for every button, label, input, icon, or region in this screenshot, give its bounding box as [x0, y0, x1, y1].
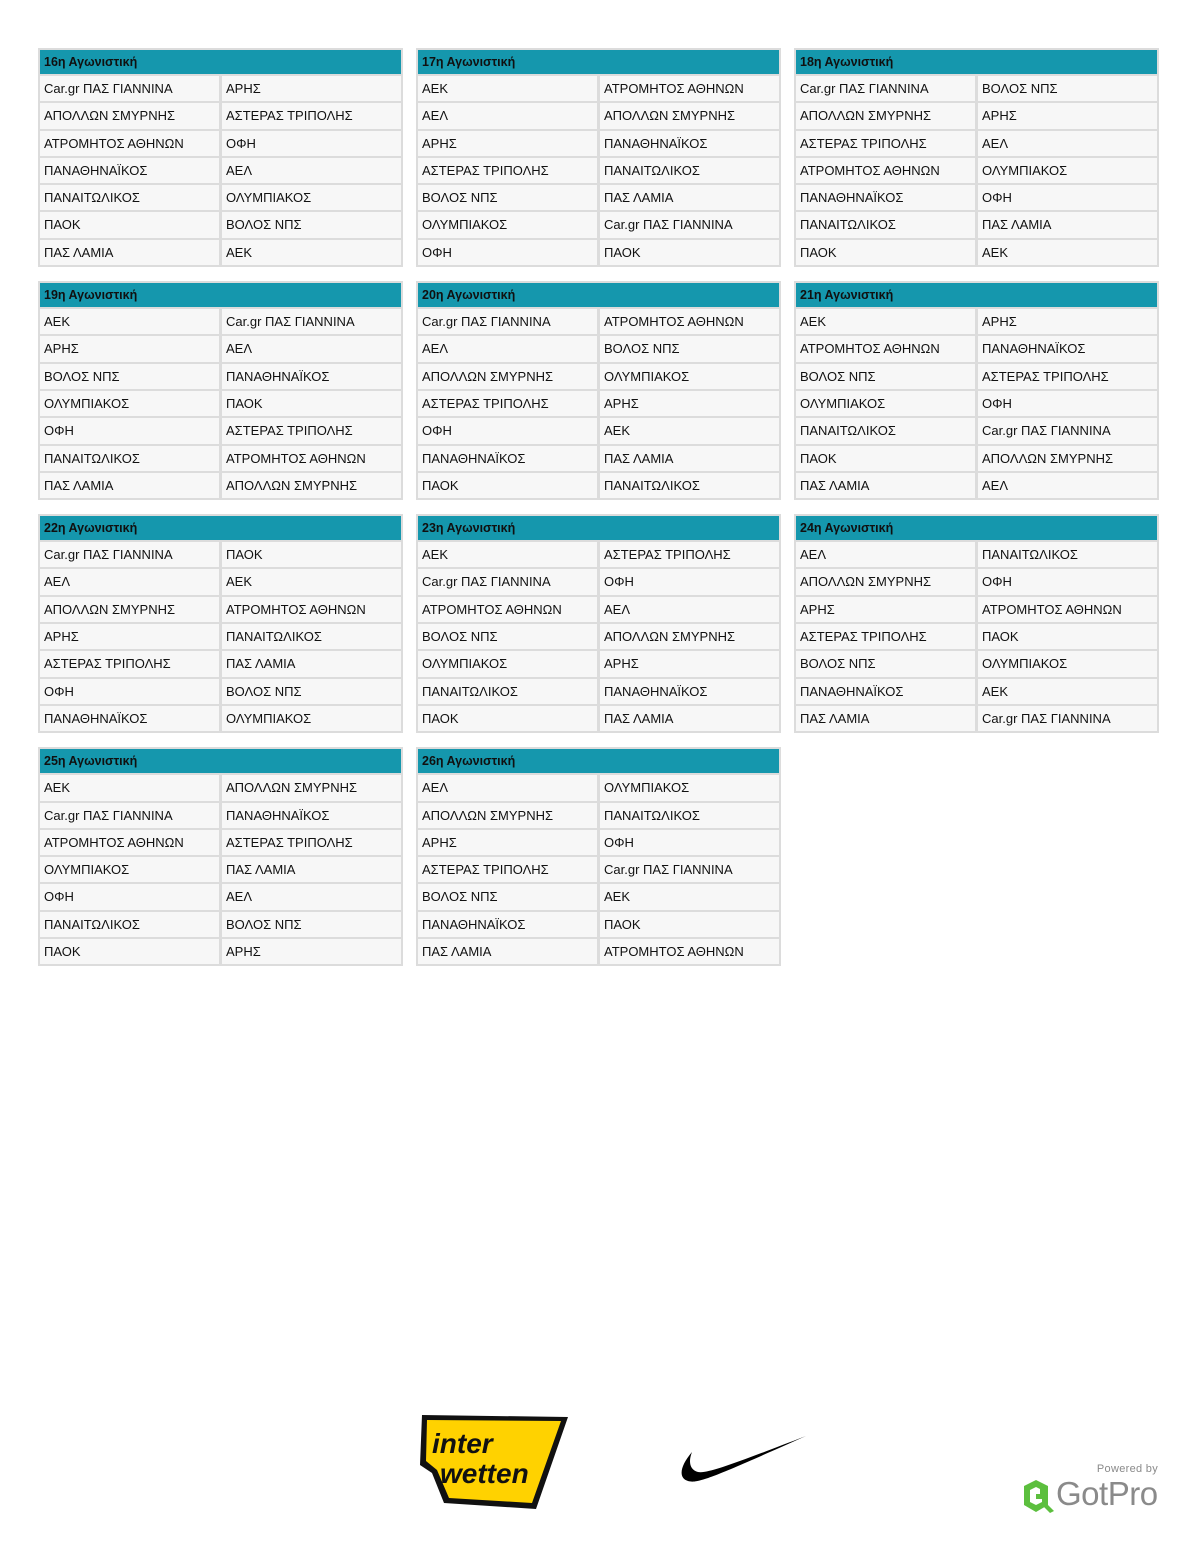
nike-swoosh-icon: [678, 1432, 808, 1488]
match-row: [40, 212, 401, 237]
away-team: ΠΑΣ ΛΑΜΙΑ: [600, 185, 779, 210]
match-row: [40, 775, 401, 800]
away-team: ΠΑΣ ΛΑΜΙΑ: [222, 857, 401, 882]
away-team: ΑΡΗΣ: [222, 939, 401, 964]
round-table: [416, 48, 781, 267]
home-team: ΒΟΛΟΣ ΝΠΣ: [40, 364, 219, 389]
away-team: ΟΦΗ: [600, 569, 779, 594]
home-team: ΑΠΟΛΛΩΝ ΣΜΥΡΝΗΣ: [40, 597, 219, 622]
round-title: 25η Αγωνιστική: [40, 749, 401, 773]
match-row: [796, 679, 1157, 704]
home-team: ΑΡΗΣ: [418, 131, 597, 156]
away-team: ΑΠΟΛΛΩΝ ΣΜΥΡΝΗΣ: [600, 103, 779, 128]
away-team: ΠΑΝΑΙΤΩΛΙΚΟΣ: [978, 542, 1157, 567]
away-team: ΠΑΟΚ: [978, 624, 1157, 649]
away-team: ΠΑΝΑΙΤΩΛΙΚΟΣ: [600, 803, 779, 828]
match-row: [418, 418, 779, 443]
round-title: 16η Αγωνιστική: [40, 50, 401, 74]
round-title: 20η Αγωνιστική: [418, 283, 779, 307]
home-team: ΠΑΟΚ: [418, 473, 597, 498]
match-row: [418, 679, 779, 704]
match-row: [796, 542, 1157, 567]
home-team: ΠΑΟΚ: [40, 212, 219, 237]
home-team: ΠΑΟΚ: [40, 939, 219, 964]
away-team: ΟΛΥΜΠΙΑΚΟΣ: [978, 158, 1157, 183]
home-team: ΑΤΡΟΜΗΤΟΣ ΑΘΗΝΩΝ: [418, 597, 597, 622]
home-team: ΒΟΛΟΣ ΝΠΣ: [418, 884, 597, 909]
match-row: [418, 240, 779, 265]
home-team: ΑΣΤΕΡΑΣ ΤΡΙΠΟΛΗΣ: [418, 857, 597, 882]
away-team: ΑΡΗΣ: [978, 309, 1157, 334]
match-row: [40, 240, 401, 265]
match-row: [40, 364, 401, 389]
away-team: ΒΟΛΟΣ ΝΠΣ: [600, 336, 779, 361]
away-team: ΑΕΛ: [978, 131, 1157, 156]
home-team: ΑΕΛ: [40, 569, 219, 594]
home-team: ΑΤΡΟΜΗΤΟΣ ΑΘΗΝΩΝ: [40, 830, 219, 855]
home-team: ΠΑΝΑΘΗΝΑΪΚΟΣ: [796, 679, 975, 704]
home-team: ΑΣΤΕΡΑΣ ΤΡΙΠΟΛΗΣ: [796, 131, 975, 156]
home-team: ΠΑΝΑΘΗΝΑΪΚΟΣ: [796, 185, 975, 210]
away-team: ΑΣΤΕΡΑΣ ΤΡΙΠΟΛΗΣ: [222, 103, 401, 128]
home-team: ΠΑΟΚ: [796, 240, 975, 265]
round-title: 19η Αγωνιστική: [40, 283, 401, 307]
away-team: ΠΑΝΑΘΗΝΑΪΚΟΣ: [222, 364, 401, 389]
round-title: 18η Αγωνιστική: [796, 50, 1157, 74]
away-team: ΑΠΟΛΛΩΝ ΣΜΥΡΝΗΣ: [600, 624, 779, 649]
match-row: [418, 309, 779, 334]
away-team: ΠΑΝΑΘΗΝΑΪΚΟΣ: [600, 679, 779, 704]
away-team: ΑΡΗΣ: [978, 103, 1157, 128]
match-row: [796, 364, 1157, 389]
round-table: [416, 747, 781, 966]
home-team: ΑΣΤΕΡΑΣ ΤΡΙΠΟΛΗΣ: [40, 651, 219, 676]
match-row: [418, 597, 779, 622]
round-title: 22η Αγωνιστική: [40, 516, 401, 540]
home-team: ΠΑΝΑΙΤΩΛΙΚΟΣ: [796, 212, 975, 237]
gotpro-icon: [1018, 1478, 1056, 1514]
away-team: ΑΕΚ: [978, 240, 1157, 265]
home-team: ΑΡΗΣ: [418, 830, 597, 855]
round-table: [794, 514, 1159, 733]
match-row: [796, 473, 1157, 498]
home-team: ΑΠΟΛΛΩΝ ΣΜΥΡΝΗΣ: [40, 103, 219, 128]
away-team: ΑΡΗΣ: [222, 76, 401, 101]
home-team: ΟΛΥΜΠΙΑΚΟΣ: [796, 391, 975, 416]
home-team: ΠΑΣ ΛΑΜΙΑ: [40, 240, 219, 265]
away-team: ΑΕΚ: [978, 679, 1157, 704]
round-table: [38, 514, 403, 733]
match-row: [40, 857, 401, 882]
away-team: ΑΠΟΛΛΩΝ ΣΜΥΡΝΗΣ: [222, 473, 401, 498]
match-row: [418, 569, 779, 594]
match-row: [40, 939, 401, 964]
away-team: ΑΕΚ: [600, 418, 779, 443]
match-row: [418, 364, 779, 389]
home-team: ΟΦΗ: [40, 679, 219, 704]
away-team: ΑΕΛ: [222, 158, 401, 183]
home-team: ΠΑΝΑΙΤΩΛΙΚΟΣ: [418, 679, 597, 704]
home-team: ΟΛΥΜΠΙΑΚΟΣ: [40, 857, 219, 882]
home-team: ΑΣΤΕΡΑΣ ΤΡΙΠΟΛΗΣ: [796, 624, 975, 649]
away-team: ΠΑΣ ΛΑΜΙΑ: [600, 706, 779, 731]
home-team: ΟΛΥΜΠΙΑΚΟΣ: [418, 651, 597, 676]
away-team: ΑΤΡΟΜΗΤΟΣ ΑΘΗΝΩΝ: [600, 76, 779, 101]
powered-by-text: Powered by: [1096, 1463, 1158, 1475]
match-row: [418, 939, 779, 964]
interwetten-logo-line2: wetten: [440, 1458, 529, 1489]
round-table: [416, 281, 781, 500]
match-row: [796, 418, 1157, 443]
match-row: [796, 185, 1157, 210]
home-team: ΒΟΛΟΣ ΝΠΣ: [796, 651, 975, 676]
interwetten-logo-line1: inter: [432, 1428, 493, 1459]
match-row: [40, 884, 401, 909]
match-row: [418, 775, 779, 800]
away-team: ΟΛΥΜΠΙΑΚΟΣ: [222, 185, 401, 210]
home-team: ΠΑΝΑΘΗΝΑΪΚΟΣ: [40, 706, 219, 731]
home-team: Car.gr ΠΑΣ ΓΙΑΝΝΙΝΑ: [796, 76, 975, 101]
match-row: [418, 185, 779, 210]
match-row: [40, 803, 401, 828]
round-table: [38, 747, 403, 966]
match-row: [418, 212, 779, 237]
away-team: ΠΑΝΑΘΗΝΑΪΚΟΣ: [978, 336, 1157, 361]
match-row: [40, 912, 401, 937]
gotpro-wordmark: GotPro: [1056, 1475, 1158, 1512]
match-row: [796, 706, 1157, 731]
match-row: [796, 391, 1157, 416]
match-row: [796, 569, 1157, 594]
away-team: ΟΛΥΜΠΙΑΚΟΣ: [222, 706, 401, 731]
match-row: [418, 803, 779, 828]
match-row: [40, 336, 401, 361]
away-team: ΠΑΟΚ: [600, 912, 779, 937]
away-team: ΠΑΣ ΛΑΜΙΑ: [600, 446, 779, 471]
home-team: ΠΑΝΑΘΗΝΑΪΚΟΣ: [418, 446, 597, 471]
away-team: ΑΤΡΟΜΗΤΟΣ ΑΘΗΝΩΝ: [978, 597, 1157, 622]
away-team: ΠΑΣ ΛΑΜΙΑ: [978, 212, 1157, 237]
home-team: Car.gr ΠΑΣ ΓΙΑΝΝΙΝΑ: [418, 569, 597, 594]
home-team: ΑΠΟΛΛΩΝ ΣΜΥΡΝΗΣ: [418, 803, 597, 828]
round-title: 26η Αγωνιστική: [418, 749, 779, 773]
match-row: [418, 651, 779, 676]
away-team: ΑΕΚ: [222, 240, 401, 265]
away-team: ΟΛΥΜΠΙΑΚΟΣ: [978, 651, 1157, 676]
match-row: [40, 418, 401, 443]
away-team: ΑΡΗΣ: [600, 651, 779, 676]
home-team: ΑΕΚ: [418, 76, 597, 101]
match-row: [796, 309, 1157, 334]
home-team: ΠΑΝΑΙΤΩΛΙΚΟΣ: [796, 418, 975, 443]
round-table: [416, 514, 781, 733]
away-team: ΒΟΛΟΣ ΝΠΣ: [222, 679, 401, 704]
away-team: ΟΦΗ: [978, 185, 1157, 210]
interwetten-logo: [418, 1413, 570, 1511]
fixtures-grid: [38, 48, 1159, 966]
home-team: ΑΕΛ: [796, 542, 975, 567]
home-team: ΑΡΗΣ: [40, 624, 219, 649]
home-team: ΒΟΛΟΣ ΝΠΣ: [796, 364, 975, 389]
home-team: ΑΤΡΟΜΗΤΟΣ ΑΘΗΝΩΝ: [40, 131, 219, 156]
match-row: [40, 830, 401, 855]
home-team: ΒΟΛΟΣ ΝΠΣ: [418, 185, 597, 210]
home-team: ΑΣΤΕΡΑΣ ΤΡΙΠΟΛΗΣ: [418, 391, 597, 416]
away-team: ΑΡΗΣ: [600, 391, 779, 416]
away-team: Car.gr ΠΑΣ ΓΙΑΝΝΙΝΑ: [978, 706, 1157, 731]
match-row: [418, 830, 779, 855]
home-team: ΠΑΝΑΘΗΝΑΪΚΟΣ: [40, 158, 219, 183]
away-team: ΑΤΡΟΜΗΤΟΣ ΑΘΗΝΩΝ: [222, 446, 401, 471]
round-table: [38, 48, 403, 267]
home-team: ΟΛΥΜΠΙΑΚΟΣ: [418, 212, 597, 237]
home-team: Car.gr ΠΑΣ ΓΙΑΝΝΙΝΑ: [40, 76, 219, 101]
away-team: ΑΕΛ: [978, 473, 1157, 498]
match-row: [40, 651, 401, 676]
away-team: ΠΑΝΑΘΗΝΑΪΚΟΣ: [222, 803, 401, 828]
away-team: ΑΤΡΟΜΗΤΟΣ ΑΘΗΝΩΝ: [222, 597, 401, 622]
away-team: ΒΟΛΟΣ ΝΠΣ: [978, 76, 1157, 101]
home-team: ΑΤΡΟΜΗΤΟΣ ΑΘΗΝΩΝ: [796, 336, 975, 361]
round-title: 17η Αγωνιστική: [418, 50, 779, 74]
away-team: ΠΑΟΚ: [600, 240, 779, 265]
match-row: [40, 542, 401, 567]
match-row: [418, 624, 779, 649]
match-row: [418, 76, 779, 101]
match-row: [418, 131, 779, 156]
match-row: [418, 473, 779, 498]
away-team: Car.gr ΠΑΣ ΓΙΑΝΝΙΝΑ: [978, 418, 1157, 443]
match-row: [796, 651, 1157, 676]
home-team: ΑΕΚ: [40, 309, 219, 334]
away-team: ΑΕΚ: [600, 884, 779, 909]
round-table: [794, 281, 1159, 500]
away-team: ΑΣΤΕΡΑΣ ΤΡΙΠΟΛΗΣ: [600, 542, 779, 567]
away-team: ΟΛΥΜΠΙΑΚΟΣ: [600, 775, 779, 800]
away-team: ΠΑΟΚ: [222, 391, 401, 416]
away-team: Car.gr ΠΑΣ ΓΙΑΝΝΙΝΑ: [600, 212, 779, 237]
away-team: ΑΣΤΕΡΑΣ ΤΡΙΠΟΛΗΣ: [222, 418, 401, 443]
away-team: ΠΑΝΑΙΤΩΛΙΚΟΣ: [600, 158, 779, 183]
match-row: [796, 597, 1157, 622]
home-team: ΑΣΤΕΡΑΣ ΤΡΙΠΟΛΗΣ: [418, 158, 597, 183]
away-team: ΒΟΛΟΣ ΝΠΣ: [222, 912, 401, 937]
round-table: [38, 281, 403, 500]
home-team: ΟΦΗ: [418, 240, 597, 265]
away-team: ΠΑΝΑΙΤΩΛΙΚΟΣ: [600, 473, 779, 498]
match-row: [796, 131, 1157, 156]
match-row: [418, 391, 779, 416]
match-row: [40, 185, 401, 210]
gotpro-logo: [1016, 1463, 1166, 1515]
away-team: ΟΦΗ: [600, 830, 779, 855]
away-team: ΑΠΟΛΛΩΝ ΣΜΥΡΝΗΣ: [978, 446, 1157, 471]
home-team: ΠΑΟΚ: [418, 706, 597, 731]
match-row: [418, 706, 779, 731]
away-team: ΠΑΟΚ: [222, 542, 401, 567]
match-row: [40, 597, 401, 622]
match-row: [418, 446, 779, 471]
match-row: [40, 131, 401, 156]
home-team: ΟΦΗ: [40, 418, 219, 443]
round-title: 23η Αγωνιστική: [418, 516, 779, 540]
home-team: ΑΕΛ: [418, 775, 597, 800]
home-team: ΠΑΝΑΙΤΩΛΙΚΟΣ: [40, 446, 219, 471]
home-team: ΠΑΝΑΙΤΩΛΙΚΟΣ: [40, 912, 219, 937]
match-row: [418, 103, 779, 128]
home-team: ΑΕΚ: [418, 542, 597, 567]
match-row: [418, 884, 779, 909]
match-row: [796, 446, 1157, 471]
match-row: [40, 473, 401, 498]
away-team: ΠΑΝΑΙΤΩΛΙΚΟΣ: [222, 624, 401, 649]
home-team: ΑΕΚ: [40, 775, 219, 800]
home-team: ΒΟΛΟΣ ΝΠΣ: [418, 624, 597, 649]
match-row: [40, 679, 401, 704]
home-team: ΑΠΟΛΛΩΝ ΣΜΥΡΝΗΣ: [796, 569, 975, 594]
home-team: ΠΑΣ ΛΑΜΙΑ: [40, 473, 219, 498]
match-row: [40, 309, 401, 334]
match-row: [40, 76, 401, 101]
home-team: ΑΠΟΛΛΩΝ ΣΜΥΡΝΗΣ: [796, 103, 975, 128]
home-team: ΠΑΣ ΛΑΜΙΑ: [796, 706, 975, 731]
match-row: [40, 569, 401, 594]
home-team: ΑΕΛ: [418, 336, 597, 361]
away-team: ΑΕΛ: [600, 597, 779, 622]
match-row: [40, 706, 401, 731]
match-row: [40, 391, 401, 416]
home-team: ΟΦΗ: [40, 884, 219, 909]
away-team: ΟΛΥΜΠΙΑΚΟΣ: [600, 364, 779, 389]
match-row: [796, 103, 1157, 128]
away-team: ΒΟΛΟΣ ΝΠΣ: [222, 212, 401, 237]
home-team: ΠΑΝΑΘΗΝΑΪΚΟΣ: [418, 912, 597, 937]
home-team: Car.gr ΠΑΣ ΓΙΑΝΝΙΝΑ: [40, 803, 219, 828]
home-team: ΠΑΟΚ: [796, 446, 975, 471]
away-team: ΠΑΝΑΘΗΝΑΪΚΟΣ: [600, 131, 779, 156]
away-team: ΟΦΗ: [222, 131, 401, 156]
home-team: ΠΑΝΑΙΤΩΛΙΚΟΣ: [40, 185, 219, 210]
home-team: ΟΦΗ: [418, 418, 597, 443]
match-row: [40, 446, 401, 471]
match-row: [796, 240, 1157, 265]
match-row: [418, 336, 779, 361]
home-team: ΟΛΥΜΠΙΑΚΟΣ: [40, 391, 219, 416]
home-team: ΠΑΣ ΛΑΜΙΑ: [796, 473, 975, 498]
home-team: ΑΡΗΣ: [796, 597, 975, 622]
away-team: ΟΦΗ: [978, 569, 1157, 594]
away-team: ΟΦΗ: [978, 391, 1157, 416]
home-team: ΑΕΚ: [796, 309, 975, 334]
match-row: [418, 542, 779, 567]
away-team: ΑΣΤΕΡΑΣ ΤΡΙΠΟΛΗΣ: [978, 364, 1157, 389]
home-team: ΑΡΗΣ: [40, 336, 219, 361]
round-table: [794, 48, 1159, 267]
home-team: Car.gr ΠΑΣ ΓΙΑΝΝΙΝΑ: [418, 309, 597, 334]
away-team: Car.gr ΠΑΣ ΓΙΑΝΝΙΝΑ: [600, 857, 779, 882]
match-row: [796, 624, 1157, 649]
match-row: [40, 103, 401, 128]
home-team: ΑΕΛ: [418, 103, 597, 128]
match-row: [796, 158, 1157, 183]
away-team: ΑΤΡΟΜΗΤΟΣ ΑΘΗΝΩΝ: [600, 939, 779, 964]
away-team: ΑΣΤΕΡΑΣ ΤΡΙΠΟΛΗΣ: [222, 830, 401, 855]
home-team: ΑΠΟΛΛΩΝ ΣΜΥΡΝΗΣ: [418, 364, 597, 389]
home-team: ΑΤΡΟΜΗΤΟΣ ΑΘΗΝΩΝ: [796, 158, 975, 183]
round-title: 24η Αγωνιστική: [796, 516, 1157, 540]
away-team: ΠΑΣ ΛΑΜΙΑ: [222, 651, 401, 676]
match-row: [418, 857, 779, 882]
match-row: [40, 158, 401, 183]
match-row: [418, 912, 779, 937]
match-row: [796, 336, 1157, 361]
round-title: 21η Αγωνιστική: [796, 283, 1157, 307]
away-team: ΑΠΟΛΛΩΝ ΣΜΥΡΝΗΣ: [222, 775, 401, 800]
match-row: [796, 212, 1157, 237]
match-row: [40, 624, 401, 649]
away-team: ΑΕΛ: [222, 336, 401, 361]
away-team: ΑΕΛ: [222, 884, 401, 909]
away-team: ΑΕΚ: [222, 569, 401, 594]
match-row: [796, 76, 1157, 101]
home-team: Car.gr ΠΑΣ ΓΙΑΝΝΙΝΑ: [40, 542, 219, 567]
match-row: [418, 158, 779, 183]
away-team: Car.gr ΠΑΣ ΓΙΑΝΝΙΝΑ: [222, 309, 401, 334]
away-team: ΑΤΡΟΜΗΤΟΣ ΑΘΗΝΩΝ: [600, 309, 779, 334]
home-team: ΠΑΣ ΛΑΜΙΑ: [418, 939, 597, 964]
